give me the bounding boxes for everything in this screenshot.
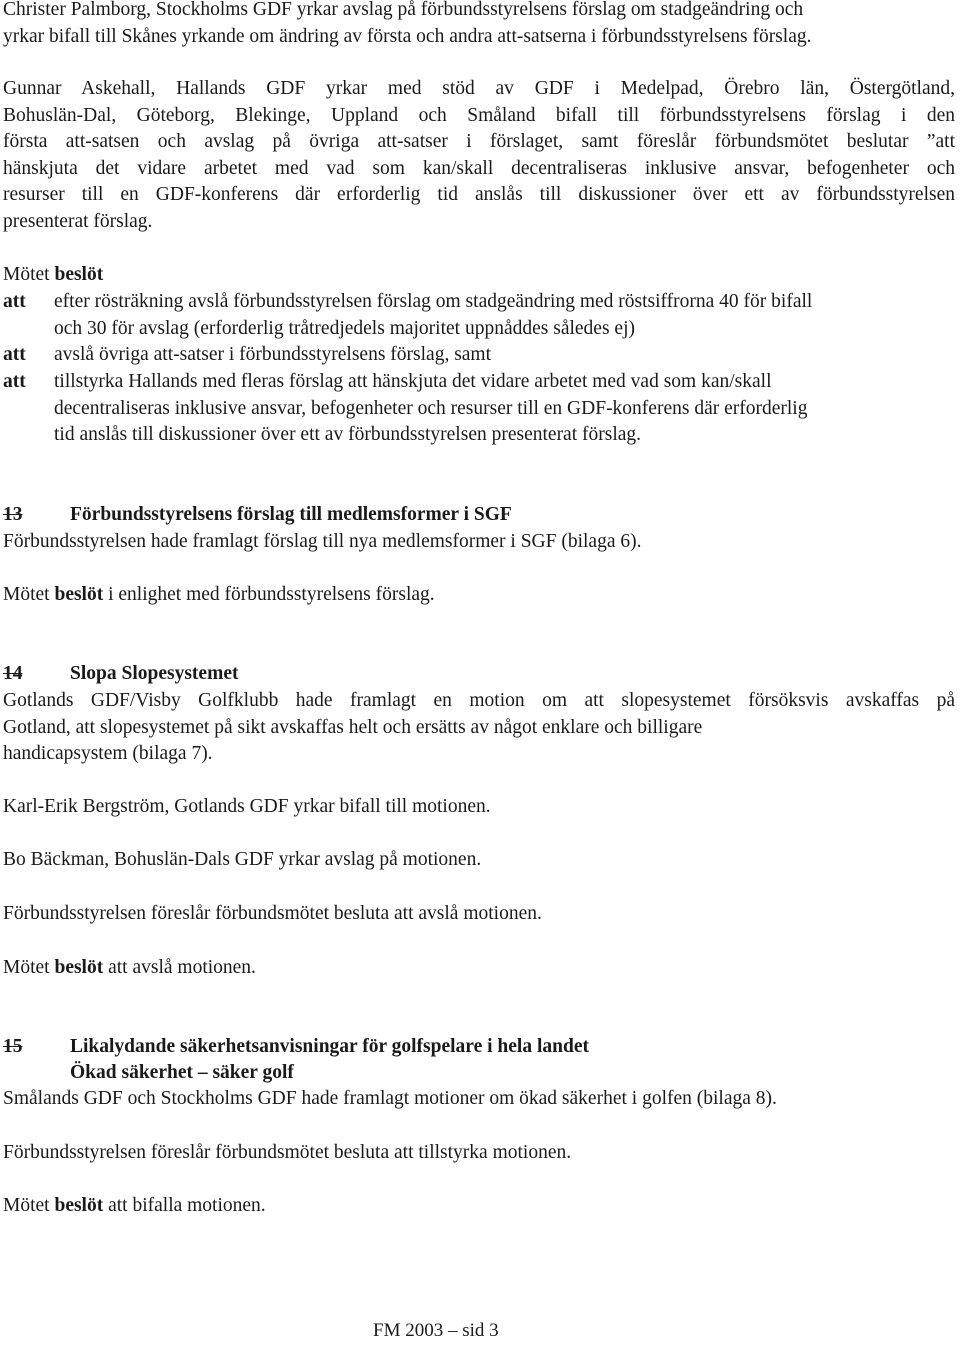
text-line: resurser till en GDF-konferens där erforderlig tid anslås till diskussioner över ett av förbundsstyrelsen bbox=[3, 184, 955, 205]
att-text bbox=[54, 342, 954, 369]
decision-label: Mötet bbox=[3, 264, 55, 285]
intro-paragraph-2 bbox=[3, 76, 955, 235]
section-subtitle: Ökad säkerhet – säker golf bbox=[70, 1062, 294, 1083]
decision-label-bold: beslöt bbox=[54, 957, 104, 978]
text-line: yrkar bifall till Skånes yrkande om ändring av första och andra att-satserna i förbundsstyrelsens förslag. bbox=[3, 25, 812, 47]
decision-label: Mötet bbox=[3, 957, 55, 978]
section-15-body: Smålands GDF och Stockholms GDF hade framlagt motioner om ökad säkerhet i golfen (bilaga 8). bbox=[3, 1088, 777, 1109]
decision-label-bold: beslöt bbox=[54, 264, 104, 285]
decision-label-bold: beslöt bbox=[54, 584, 104, 605]
section-title: Likalydande säkerhetsanvisningar för golfspelare i hela landet bbox=[70, 1036, 589, 1057]
section-15-subtitle bbox=[3, 1060, 294, 1087]
text-line: avslå övriga att-satser i förbundsstyrelsens förslag, samt bbox=[54, 344, 492, 365]
section-15-heading bbox=[3, 1034, 589, 1061]
text-line: efter rösträkning avslå förbundsstyrelsen förslag om stadgeändring med röstsiffrorna 40 för bifall bbox=[54, 291, 813, 312]
section-14-paragraph: Karl-Erik Bergström, Gotlands GDF yrkar bifall till motionen. bbox=[3, 796, 491, 817]
text-line: första att-satsen och avslag på övriga att-satser i förslaget, samt föreslår förbundsmötet beslutar ”att bbox=[3, 131, 955, 152]
text-line: handicapsystem (bilaga 7). bbox=[3, 743, 213, 764]
section-15-paragraph: Förbundsstyrelsen föreslår förbundsmötet besluta att tillstyrka motionen. bbox=[3, 1142, 572, 1163]
text-line: Gunnar Askehall, Hallands GDF yrkar med stöd av GDF i Medelpad, Örebro län, Östergötland, bbox=[3, 78, 955, 99]
section-13-body: Förbundsstyrelsen hade framlagt förslag till nya medlemsformer i SGF (bilaga 6). bbox=[3, 531, 642, 552]
section-14-paragraph: Bo Bäckman, Bohuslän-Dals GDF yrkar avslag på motionen. bbox=[3, 849, 482, 870]
att-text bbox=[54, 369, 954, 449]
att-text bbox=[54, 289, 954, 342]
text-line: tid anslås till diskussioner över ett av förbundsstyrelsen presenterat förslag. bbox=[54, 424, 642, 445]
decision-text: i enlighet med förbundsstyrelsens förslag. bbox=[103, 584, 435, 605]
text-line: Gotland, att slopesystemet på sikt avskaffas helt och ersätts av något enklare och billigare bbox=[3, 716, 703, 738]
section-13-heading bbox=[3, 502, 512, 529]
decision-label: Mötet bbox=[3, 584, 55, 605]
section-15-decision bbox=[3, 1193, 266, 1220]
decision-label: Mötet bbox=[3, 1195, 55, 1216]
section-14-paragraph: Förbundsstyrelsen föreslår förbundsmötet besluta att avslå motionen. bbox=[3, 903, 542, 924]
text-line: Bohuslän-Dal, Göteborg, Blekinge, Uppland och Småland bifall till förbundsstyrelsens förslag i den bbox=[3, 104, 955, 126]
section-number: 14 bbox=[3, 663, 23, 684]
section-14-decision bbox=[3, 955, 256, 982]
text-line: decentraliseras inklusive ansvar, befogenheter och resurser till en GDF-konferens där erforderlig bbox=[54, 397, 808, 419]
section-number: 13 bbox=[3, 504, 23, 525]
text-line: tillstyrka Hallands med fleras förslag att hänskjuta det vidare arbetet med vad som kan/skall bbox=[54, 371, 772, 392]
text-line: Christer Palmborg, Stockholms GDF yrkar avslag på förbundsstyrelsens förslag om stadgeändring och bbox=[3, 0, 804, 20]
decision-text: att bifalla motionen. bbox=[103, 1195, 266, 1216]
decision-label-bold: beslöt bbox=[54, 1195, 104, 1216]
page-footer: FM 2003 – sid 3 bbox=[373, 1320, 499, 1341]
decision-heading bbox=[3, 262, 103, 289]
att-label: att bbox=[3, 371, 26, 392]
decision-text: att avslå motionen. bbox=[103, 957, 256, 978]
section-title: Förbundsstyrelsens förslag till medlemsformer i SGF bbox=[70, 504, 512, 525]
att-label: att bbox=[3, 344, 26, 365]
att-label: att bbox=[3, 291, 26, 312]
intro-paragraph-1 bbox=[3, 0, 955, 50]
text-line: och 30 för avslag (erforderlig tråtredjedels majoritet uppnåddes således ej) bbox=[54, 317, 635, 339]
text-line: presenterat förslag. bbox=[3, 210, 153, 232]
section-number: 15 bbox=[3, 1036, 23, 1057]
section-14-body bbox=[3, 688, 955, 768]
section-14-heading bbox=[3, 661, 238, 688]
text-line: Gotlands GDF/Visby Golfklubb hade framlagt en motion om att slopesystemet försöksvis avskaffas på bbox=[3, 690, 955, 711]
text-line: hänskjuta det vidare arbetet med vad som kan/skall decentraliseras inklusive ansvar, befogenheter och bbox=[3, 157, 955, 179]
section-title: Slopa Slopesystemet bbox=[70, 663, 239, 684]
section-13-decision bbox=[3, 582, 435, 609]
